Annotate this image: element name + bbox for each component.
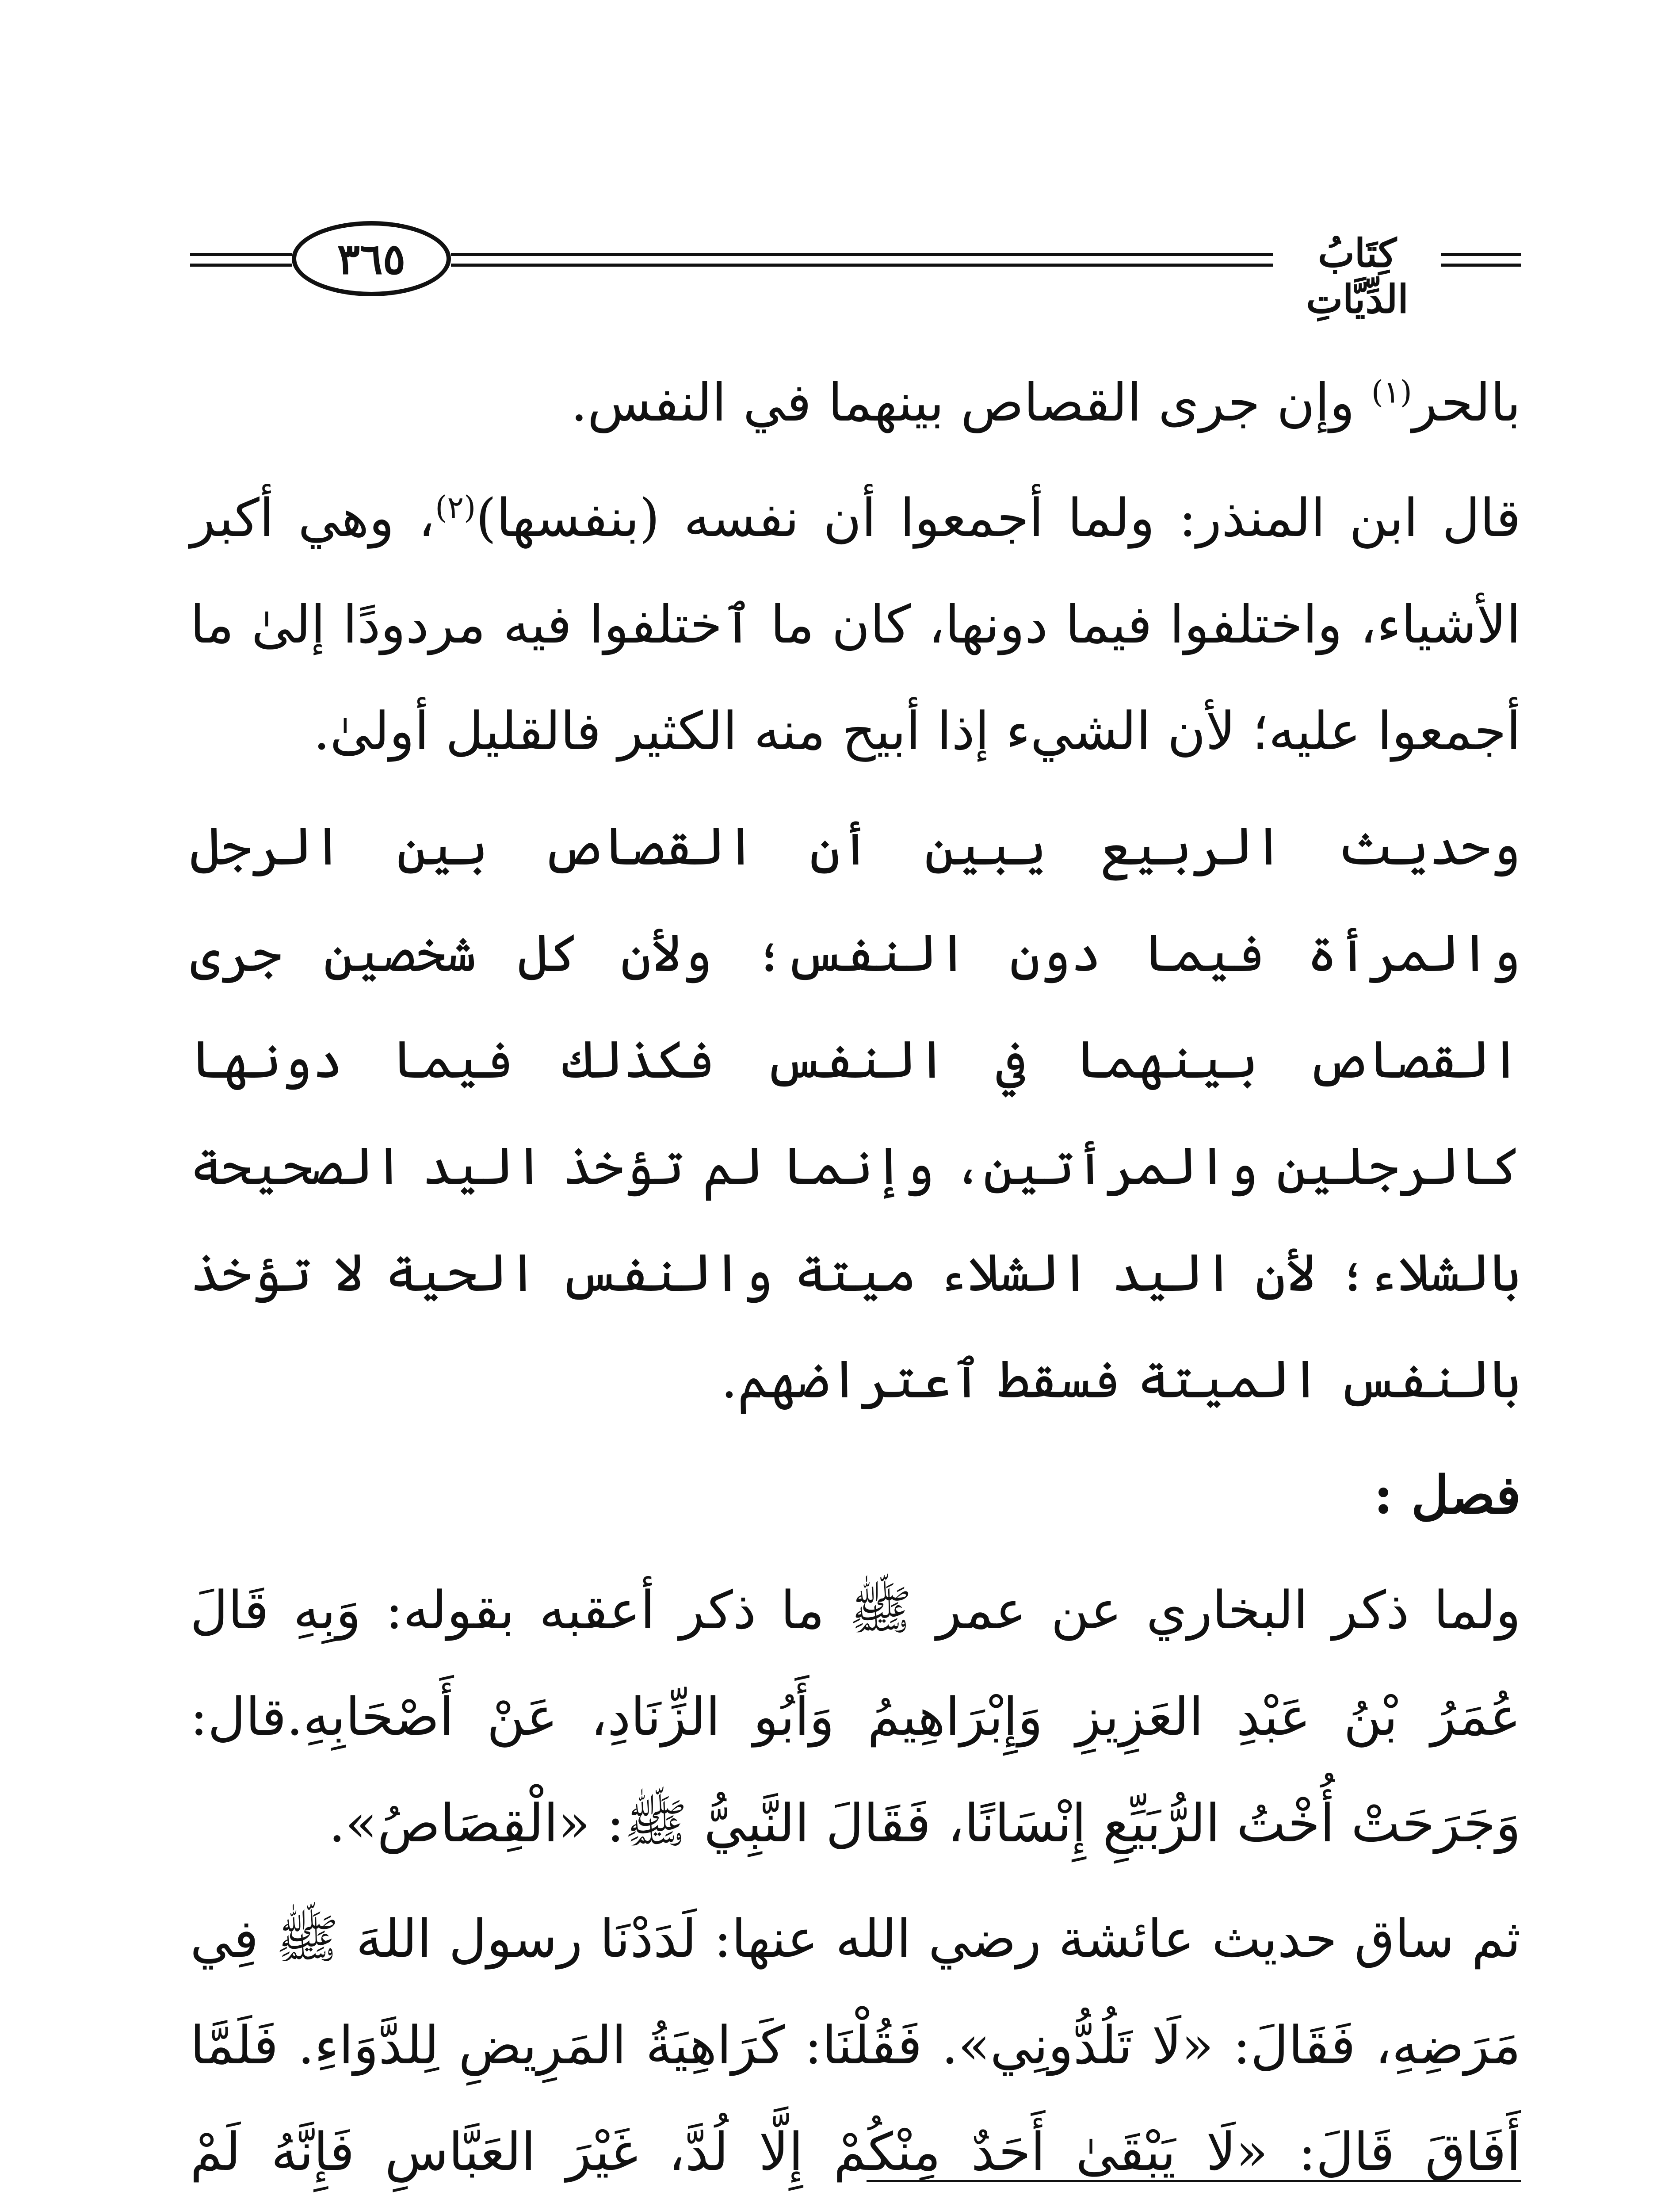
- footnote-number: [1450, 2207, 1521, 2211]
- header-rule: [190, 253, 292, 256]
- paragraph: وحديث الربيع يبين أن القصاص بين الرجل والمرأة فيما دون النفس؛ ولأن كل شخصين جرى القصاص بينهما في النفس فكذلك فيما دونها كالرجلين والمرأتين، وإنما لم تؤخذ اليد الصحيحة بالشلاء؛ لأن اليد الشلاء ميتة والنفس الحية لا تؤخذ بالنفس الميتة فسقط ٱعتراضهم.: [190, 816, 1521, 1410]
- header-rule: [190, 264, 292, 267]
- running-header: [190, 221, 1521, 322]
- page-number-badge: [292, 221, 451, 296]
- footnote: [190, 2207, 1521, 2211]
- header-rule: [1441, 253, 1521, 256]
- footnotes: [190, 2207, 1521, 2211]
- footnote-marker: (١): [1371, 374, 1412, 410]
- paragraph: [190, 349, 1521, 456]
- text-run: وإن جرى القصاص بينهما في النفس.: [571, 372, 1371, 433]
- text-run: بالحر: [1412, 372, 1521, 433]
- text-run: ، وهي أكبر الأشياء، واختلفوا فيما دونها، كان ما ٱختلفوا فيه مردودًا إلىٰ ما أجمعوا عليه؛ لأن الشيء إذا أبيح منه الكثير فالقليل أولىٰ.: [190, 487, 1521, 761]
- text-run: قال ابن المنذر: ولما أجمعوا أن نفسه (بنفسها): [476, 487, 1521, 548]
- book-title: كِتَابُ الدِّيَّاتِ: [1306, 230, 1409, 322]
- header-rule: [451, 253, 1273, 256]
- paragraph: ثم ساق حديث عائشة رضي الله عنها: لَدَدْنَا رسول اللهَ ﷺ فِي مَرَضِهِ، فَقَالَ: «لَا تَلُدُّونِي». فَقُلْنَا: كَرَاهِيَةُ المَرِيضِ لِلدَّوَاءِ. فَلَمَّا أَفَاقَ قَالَ: «لَا يَبْقَىٰ أَحَدٌ مِنْكُمْ إِلَّا لُدَّ، غَيْرَ العَبَّاسِ فَإِنَّهُ لَمْ: [190, 1908, 1521, 2182]
- footnote-separator: [867, 2180, 1521, 2182]
- footnote-text: [623, 2207, 1450, 2211]
- footnote-marker: (٢): [435, 489, 476, 526]
- header-rule: [1441, 264, 1521, 267]
- page-number: ٣٦٥: [337, 233, 406, 284]
- paragraph: ولما ذكر البخاري عن عمر ﷺ ما ذكر أعقبه بقوله: وَبِهِ قَالَ عُمَرُ بْنُ عَبْدِ العَزِيزِ وَإِبْرَاهِيمُ وَأَبُو الزِّنَادِ، عَنْ أَصْحَابِهِ.قال: وَجَرَحَتْ أُخْتُ الرُّبَيِّعِ إِنْسَانًا، فَقَالَ النَّبِيُّ ﷺ: «الْقِصَاصُ».: [190, 1580, 1521, 1854]
- paragraph: [190, 465, 1521, 784]
- main-text: [190, 349, 1521, 2211]
- section-heading: فصل :: [1374, 1464, 1521, 1526]
- header-rule: [451, 264, 1273, 267]
